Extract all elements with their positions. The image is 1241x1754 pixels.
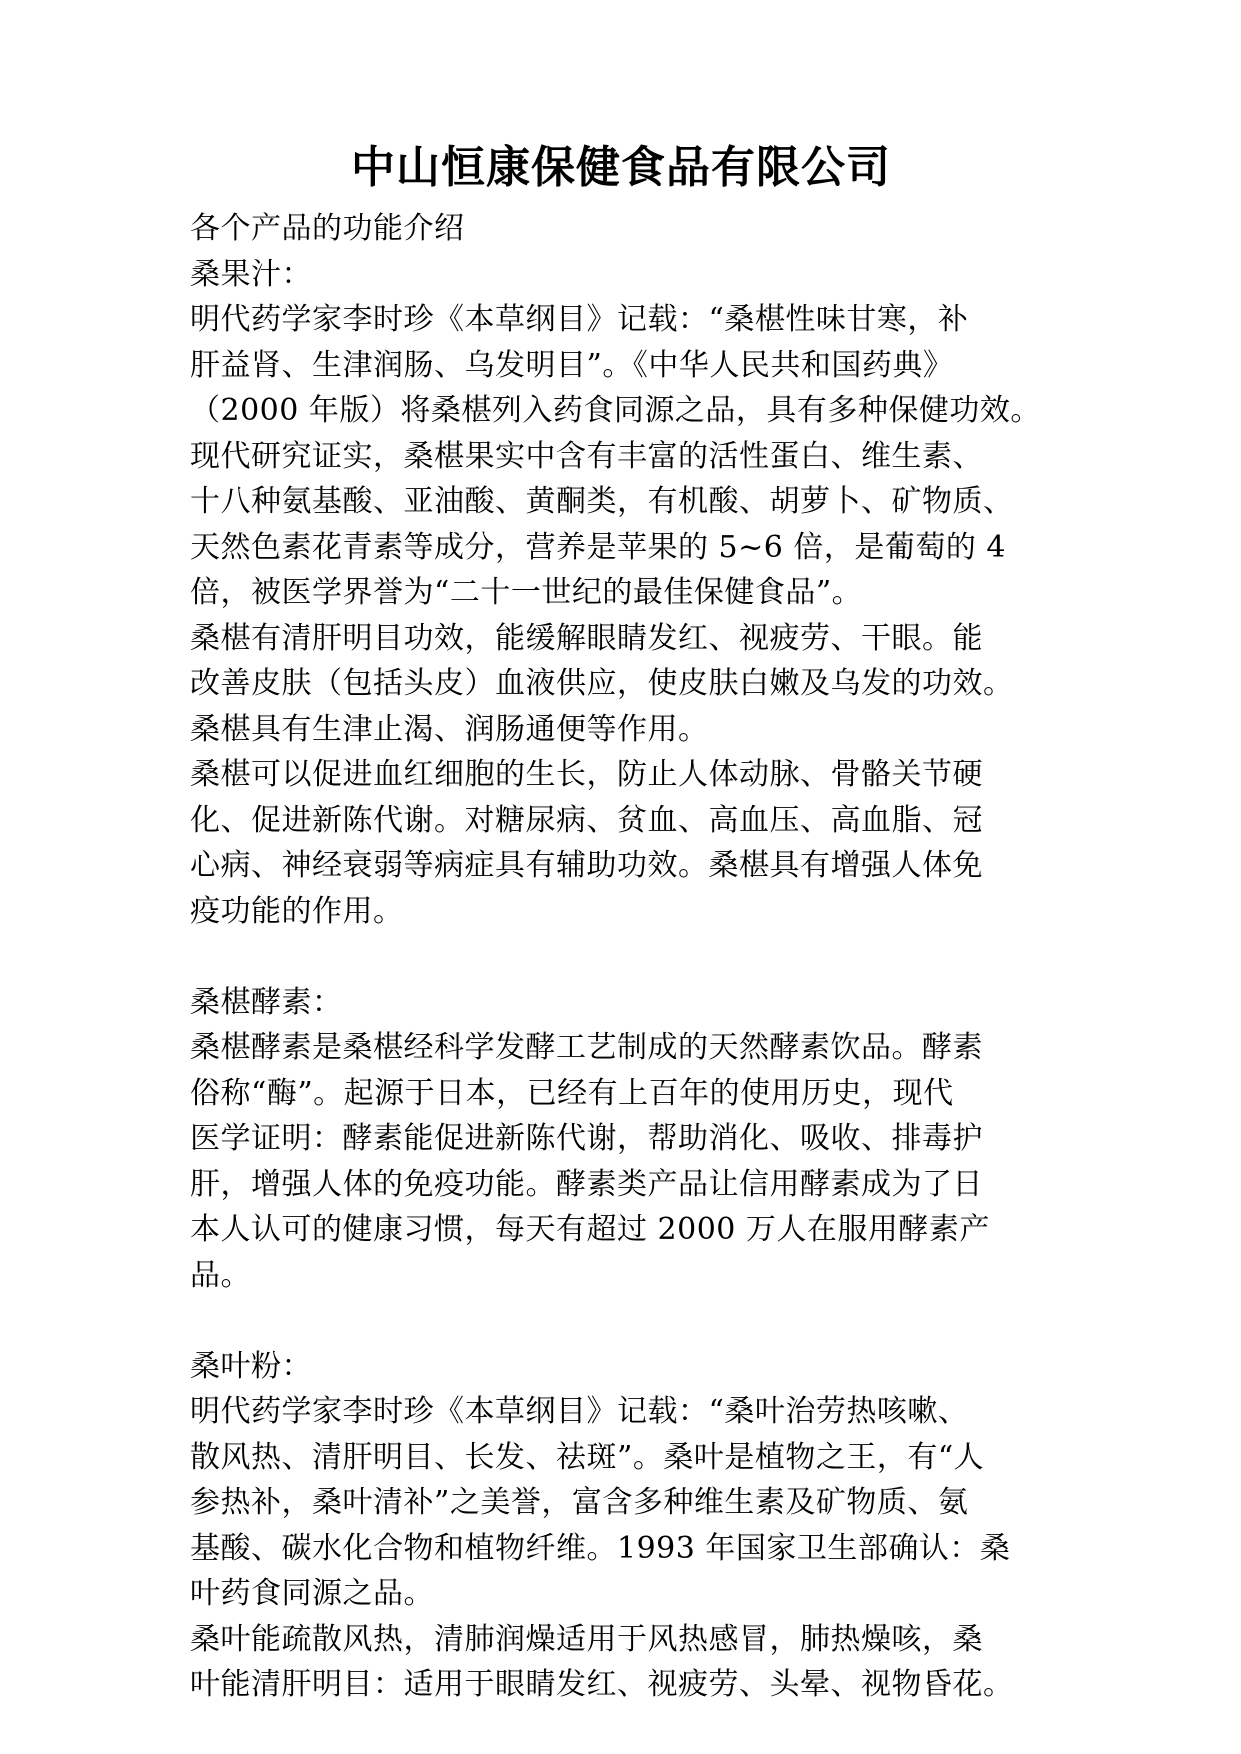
body-line: 十八种氨基酸、亚油酸、黄酮类，有机酸、胡萝卜、矿物质、: [190, 484, 1014, 519]
body-line: 倍，被医学界誉为“二十一世纪的最佳保健食品”。: [190, 575, 863, 610]
body-line: 肝益肾、生津润肠、乌发明目”。《中华人民共和国药典》: [190, 347, 954, 383]
body-line: 改善皮肤（包括头皮）血液供应，使皮肤白嫩及乌发的功效。: [190, 666, 1014, 701]
body-line: 现代研究证实，桑椹果实中含有丰富的活性蛋白、维生素、: [190, 438, 983, 474]
body-line: 桑椹酵素是桑椹经科学发酵工艺制成的天然酵素饮品。酵素: [190, 1030, 983, 1065]
body-line: 医学证明：酵素能促进新陈代谢，帮助消化、吸收、排毒护: [190, 1121, 983, 1156]
body-line: 桑叶能疏散风热，清肺润燥适用于风热感冒，肺热燥咳，桑: [190, 1621, 983, 1657]
body-line: 化、促进新陈代谢。对糖尿病、贫血、高血压、高血脂、冠: [190, 802, 983, 838]
company-title: 中山恒康保健食品有限公司: [351, 142, 891, 193]
body-line: 明代药学家李时珍《本草纲目》记载：“桑椹性味甘寒，补: [190, 302, 969, 337]
body-line: 参热补，桑叶清补”之美誉，富含多种维生素及矿物质、氨: [190, 1485, 969, 1520]
body-line: 叶药食同源之品。: [190, 1576, 434, 1611]
body-line: 心病、神经衰弱等病症具有辅助功效。桑椹具有增强人体免: [190, 848, 983, 883]
body-line: 桑椹具有生津止渴、润肠通便等作用。: [190, 711, 709, 747]
paragraph-gap: [190, 1298, 1052, 1344]
document-body: [190, 206, 1052, 1708]
body-line: 桑椹有清肝明目功效，能缓解眼睛发红、视疲劳、干眼。能: [190, 620, 983, 656]
body-line: 本人认可的健康习惯，每天有超过 2000 万人在服用酵素产: [190, 1212, 990, 1247]
body-line: 品。: [190, 1257, 251, 1293]
body-line: 桑椹可以促进血红细胞的生长，防止人体动脉、骨骼关节硬: [190, 757, 983, 792]
section-heading-mulberry-leaf-powder: 桑叶粉：: [190, 1348, 312, 1384]
paragraph-gap: [190, 934, 1052, 980]
section-heading-mulberry-enzyme: 桑椹酵素：: [190, 984, 343, 1020]
body-line: 俗称“酶”。起源于日本，已经有上百年的使用历史，现代: [190, 1075, 954, 1111]
body-line: 肝，增强人体的免疫功能。酵素类产品让信用酵素成为了日: [190, 1166, 983, 1202]
body-line: 明代药学家李时珍《本草纲目》记载：“桑叶治劳热咳嗽、: [190, 1394, 969, 1429]
body-line: 散风热、清肝明目、长发、祛斑”。桑叶是植物之王，有“人: [190, 1439, 985, 1475]
section-heading-mulberry-juice: 桑果汁：: [190, 256, 312, 292]
body-line: （2000 年版）将桑椹列入药食同源之品，具有多种保健功效。: [190, 393, 1041, 428]
document-page: [190, 130, 1052, 1708]
body-line: 基酸、碳水化合物和植物纤维。1993 年国家卫生部确认：桑: [190, 1530, 1011, 1566]
section-heading-intro: 各个产品的功能介绍: [190, 211, 465, 246]
body-line: 天然色素花青素等成分，营养是苹果的 5~6 倍，是葡萄的 4: [190, 529, 1007, 565]
body-line: 疫功能的作用。: [190, 893, 404, 929]
body-line: 叶能清肝明目：适用于眼睛发红、视疲劳、头晕、视物昏花。: [190, 1667, 1014, 1702]
